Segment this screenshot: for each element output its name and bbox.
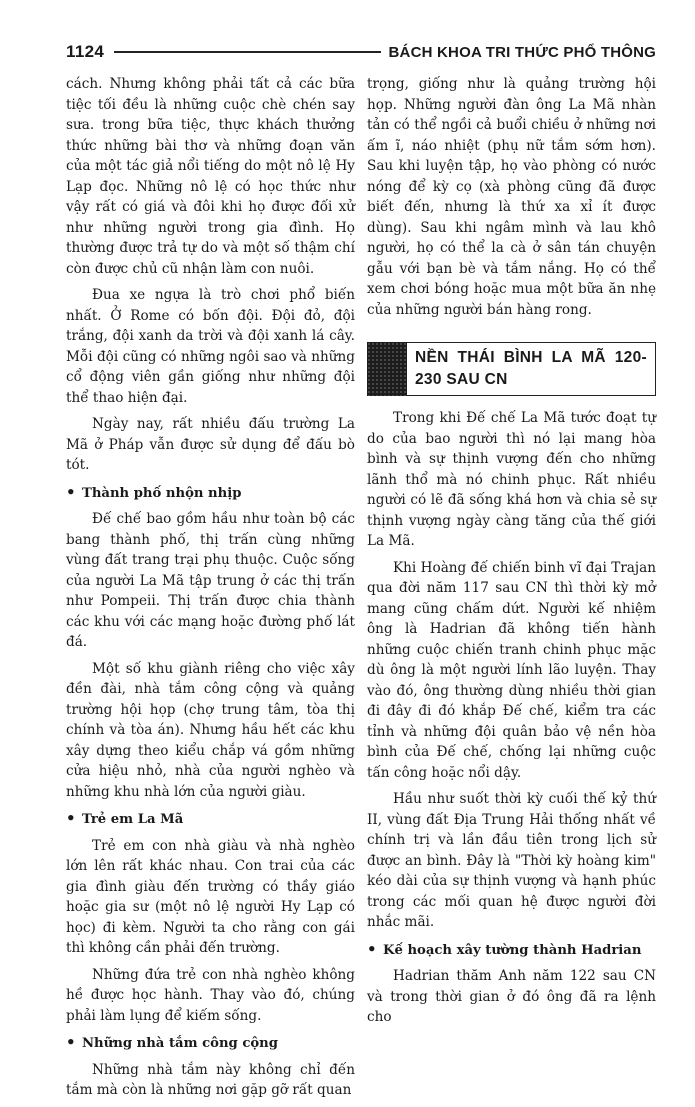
right-column xyxy=(367,74,656,1034)
paragraph: Những đứa trẻ con nhà nghèo không hề được học hành. Thay vào đó, chúng phải làm lụng để kiếm sống. xyxy=(66,966,355,1024)
page-number: 1124 xyxy=(66,42,105,61)
subheading xyxy=(66,808,355,831)
bullet-icon: • xyxy=(66,1033,76,1051)
header-rule xyxy=(114,51,380,53)
paragraph: trọng, giống như là quảng trường hội họp. Những người đàn ông La Mã nhàn tản có thể ngồi cả buổi chiều ở những nơi ấm ĩ, náo nhiệt (phụ nữ tắm sớm hơn). Sau khi luyện tập, họ vào phòng có nước nóng để kỳ cọ (xà phòng cũng đã được biết đến, nhưng là thứ xa xỉ ít được dùng). Sau khi ngâm mình và lau khô người, họ có thể la cà ở sân tán chuyện gẫu với bạn bè và tắm nắng. Họ có thể xem chơi bóng hoặc mua một bữa ăn nhẹ của những người bán hàng rong. xyxy=(367,76,656,318)
subheading-text: Trẻ em La Mã xyxy=(82,812,184,827)
subheading-text: Những nhà tắm công cộng xyxy=(82,1036,278,1051)
subheading xyxy=(66,482,355,505)
paragraph: Những nhà tắm này không chỉ đến tắm mà còn là những nơi gặp gỡ rất quan xyxy=(66,1061,355,1098)
paragraph: Khi Hoàng đế chiến binh vĩ đại Trajan qua đời năm 117 sau CN thì thời kỳ mở mang cũng chấm dứt. Người kế nhiệm ông là Hadrian đã không tiến hành những cuộc chiến tranh chinh phục mặc dù ông là một người lính lão luyện. Thay vào đó, ông thường dùng nhiều thời gian đi đây đi đó khắp Đế chế, kiểm tra các tỉnh và những đội quân bảo vệ nền hòa bình của Đế chế, chống lại những cuộc tấn công hoặc nổi dậy. xyxy=(367,559,656,781)
section-title: NỀN THÁI BÌNH LA MÃ 120-230 SAU CN xyxy=(407,342,656,396)
paragraph: Đế chế bao gồm hầu như toàn bộ các bang thành phố, thị trấn cùng những vùng đất trang trại phụ thuộc. Cuộc sống của người La Mã tập trung ở các thị trấn như Pompeii. Thị trấn được chia thành các khu với các mạng hoặc đường phố lát đá. xyxy=(66,511,355,650)
bullet-icon: • xyxy=(367,939,377,958)
subheading-text: Kế hoạch xây tường thành Hadrian xyxy=(383,942,642,958)
paragraph: Trẻ em con nhà giàu và nhà nghèo lớn lên rất khác nhau. Con trai của các gia đình giàu đến trường có thầy giáo hoặc gia sư (một nô lệ người Hy Lạp có học) đi kèm. Người ta cho rằng con gái thì không cần phải đến trường. xyxy=(66,837,355,956)
subheading xyxy=(66,1032,355,1055)
subheading xyxy=(367,939,656,962)
paragraph: Một số khu giành riêng cho việc xây đền đài, nhà tắm công cộng và quảng trường hội họp (chợ trung tâm, tòa thị chính và tòa án). Nhưng hầu hết các khu xây dựng theo kiểu chắp vá gồm những cửa hiệu nhỏ, nhà của người nghèo và những khu nhà lớn của người giàu. xyxy=(66,660,355,800)
running-title: BÁCH KHOA TRI THỨC PHỔ THÔNG xyxy=(388,43,656,61)
bullet-icon: • xyxy=(66,482,76,501)
section-heading xyxy=(367,342,656,396)
paragraph: Đua xe ngựa là trò chơi phổ biến nhất. Ở Rome có bốn đội. Đội đỏ, đội trắng, đội xanh da trời và đội xanh lá cây. Mỗi đội cũng có những ngôi sao và những cổ động viên gần giống như những đội thể thao hiện đại. xyxy=(66,287,355,406)
paragraph: Trong khi Đế chế La Mã tước đoạt tự do của bao người thì nó lại mang hòa bình và sự thịnh vượng đến cho những lãnh thổ mà nó chinh phục. Rất nhiều người có lẽ đã sống khá hơn và chia sẻ sự thịnh vượng ngày càng tăng của thế giới La Mã. xyxy=(367,410,656,549)
paragraph: Ngày nay, rất nhiều đấu trường La Mã ở Pháp vẫn được sử dụng để đấu bò tót. xyxy=(66,416,355,473)
left-column xyxy=(66,74,355,1107)
paragraph: Hầu như suốt thời kỳ cuối thế kỷ thứ II, vùng đất Địa Trung Hải thống nhất về chính trị và lần đầu tiên trong lịch sử được an bình. Đây là "Thời kỳ hoàng kim" kéo dài của sự thịnh vượng và hạnh phúc trong các mối quan hệ được người đời nhắc mãi. xyxy=(367,791,656,930)
paragraph: Hadrian thăm Anh năm 122 sau CN và trong thời gian ở đó ông đã ra lệnh cho xyxy=(367,968,656,1025)
section-marker-icon xyxy=(367,342,407,396)
page-header xyxy=(66,38,656,66)
subheading-text: Thành phố nhộn nhịp xyxy=(82,485,242,501)
paragraph: cách. Nhưng không phải tất cả các bữa tiệc tối đều là những cuộc chè chén say sưa. trong bữa tiệc, thực khách thưởng thức những bài thơ và những đoạn văn của một tác giả nổi tiếng do một nô lệ Hy Lạp đọc. Những nô lệ có học thức như vậy rất có giá và đôi khi họ được đối xử như những người trong gia đình. Họ thường được trả tự do và một số thậm chí còn được chủ cũ nhận làm con nuôi. xyxy=(66,76,355,277)
bullet-icon: • xyxy=(66,809,76,827)
